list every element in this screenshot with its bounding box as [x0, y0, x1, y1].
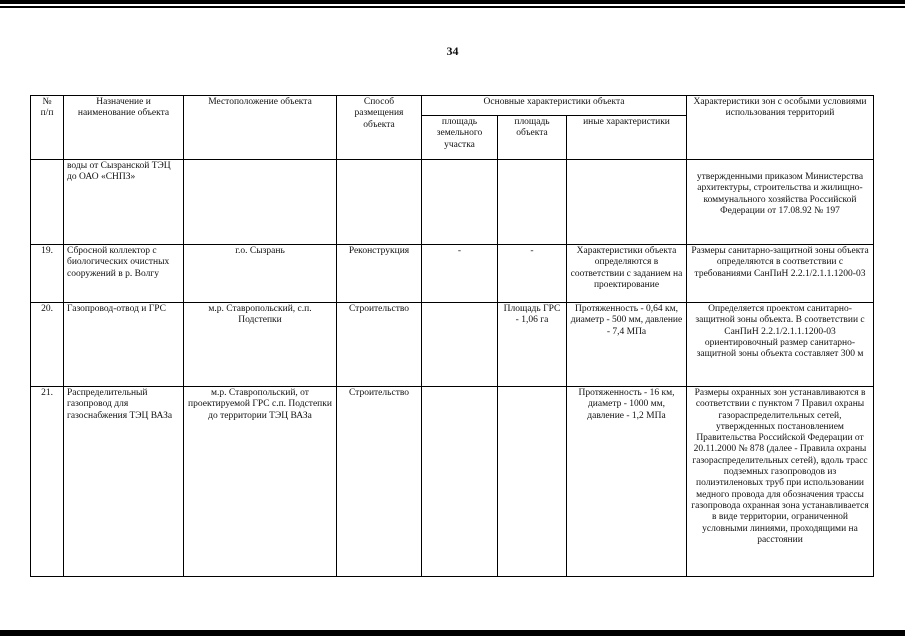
- cell-zones: Размеры санитарно-защитной зоны объекта определяются в соответствии с требованиями СанПиН 2.2.1/2.1.1.1200-03: [687, 245, 874, 303]
- header-zones: Характеристики зон с особыми условиями использования территорий: [687, 96, 874, 160]
- table-row: [31, 160, 874, 245]
- cell-zones: Размеры охранных зон устанавливаются в соответствии с пунктом 7 Правил охраны газораспределительных сетей, утвержденных постановлением Правительства Российской Федерации от 20.11.2000 № 878 (далее - Правила охраны газораспределительных сетей), вдоль трасс подземных газопроводов из полиэтиленовых труб при использовании медного провода для обозначения трассы газопровода охранная зона устанавливается в виде территории, ограниченной условными линиями, проходящими на расстоянии: [687, 387, 874, 577]
- table-row: [31, 387, 874, 577]
- header-num: № п/п: [31, 96, 64, 160]
- header-other-characteristics: иные характеристики: [567, 116, 687, 160]
- cell-name: Распределительный газопровод для газоснабжения ТЭЦ ВАЗа: [64, 387, 184, 577]
- header-land-area: площадь земельного участка: [422, 116, 498, 160]
- cell-num: [31, 160, 64, 245]
- cell-location: г.о. Сызрань: [184, 245, 337, 303]
- cell-num: 19.: [31, 245, 64, 303]
- top-border-bar: [0, 0, 905, 4]
- cell-zones: Определяется проектом санитарно-защитной зоны объекта. В соответствии с СанПиН 2.2.1/2.1.1.1200-03 ориентировочный размер санитарно-защитной зоны объекта составляет 300 м: [687, 303, 874, 387]
- header-location: Местоположение объекта: [184, 96, 337, 160]
- cell-zones: утвержденными приказом Министерства архитектуры, строительства и жилищно-коммунального хозяйства Российской Федерации от 17.08.92 № 197: [687, 160, 874, 245]
- header-main-characteristics: Основные характеристики объекта: [422, 96, 687, 116]
- cell-location: м.р. Ставропольский, с.п. Подстепки: [184, 303, 337, 387]
- objects-table: [30, 95, 874, 577]
- cell-land-area: [422, 387, 498, 577]
- cell-method: Строительство: [337, 387, 422, 577]
- cell-land-area: -: [422, 245, 498, 303]
- bottom-border-bar: [0, 630, 905, 636]
- cell-location: м.р. Ставропольский, от проектируемой ГРС с.п. Подстепки до территории ТЭЦ ВАЗа: [184, 387, 337, 577]
- cell-land-area: [422, 303, 498, 387]
- table-row: [31, 303, 874, 387]
- cell-method: [337, 160, 422, 245]
- header-object-area: площадь объекта: [498, 116, 567, 160]
- cell-other: [567, 160, 687, 245]
- page-number: 34: [446, 44, 459, 58]
- cell-object-area: Площадь ГРС - 1,06 га: [498, 303, 567, 387]
- cell-method: Строительство: [337, 303, 422, 387]
- cell-other: Характеристики объекта определяются в соответствии с заданием на проектирование: [567, 245, 687, 303]
- cell-other: Протяженность - 16 км, диаметр - 1000 мм, давление - 1,2 МПа: [567, 387, 687, 577]
- cell-object-area: [498, 387, 567, 577]
- header-name: Назначение и наименование объекта: [64, 96, 184, 160]
- cell-other: Протяженность - 0,64 км, диаметр - 500 мм, давление - 7,4 МПа: [567, 303, 687, 387]
- cell-num: 20.: [31, 303, 64, 387]
- cell-name: воды от Сызранской ТЭЦ до ОАО «СНПЗ»: [64, 160, 184, 245]
- cell-num: 21.: [31, 387, 64, 577]
- table-row: [31, 245, 874, 303]
- cell-name: Газопровод-отвод и ГРС: [64, 303, 184, 387]
- header-method: Способ размещения объекта: [337, 96, 422, 160]
- cell-name: Сбросной коллектор с биологических очистных сооружений в р. Волгу: [64, 245, 184, 303]
- cell-method: Реконструкция: [337, 245, 422, 303]
- cell-location: [184, 160, 337, 245]
- cell-object-area: [498, 160, 567, 245]
- cell-object-area: -: [498, 245, 567, 303]
- cell-land-area: [422, 160, 498, 245]
